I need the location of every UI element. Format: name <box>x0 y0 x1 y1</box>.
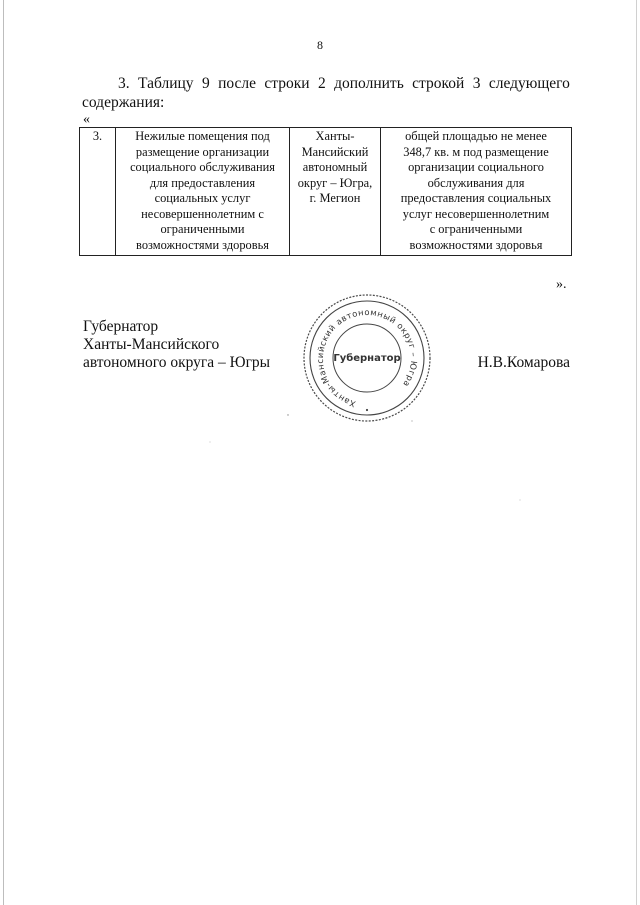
paragraph-word: строки <box>264 75 310 92</box>
amendment-table <box>79 127 572 256</box>
paragraph-word: 3 <box>472 75 481 92</box>
paragraph-word: 3. <box>118 75 130 92</box>
paragraph-word: 2 <box>317 75 326 92</box>
paragraph-word: следующего <box>488 75 570 92</box>
opening-quote: « <box>83 112 90 127</box>
paragraph-word: после <box>218 75 257 92</box>
cell-line: с ограниченными <box>429 222 523 236</box>
cell-line: Нежилые помещения под <box>135 129 270 143</box>
cell-line: г. Мегион <box>309 191 361 205</box>
cell-line: социального обслуживания <box>130 160 275 174</box>
paragraph-word: дополнить <box>334 75 404 92</box>
cell-line: для предоставления <box>149 175 256 190</box>
cell-line: возможностями здоровья <box>409 237 543 252</box>
paragraph-line-2: содержания: <box>82 94 165 111</box>
paragraph-word: строкой <box>412 75 465 92</box>
cell-line: 348,7 кв. м под размещение <box>403 144 549 159</box>
cell-line: Ханты- <box>315 129 355 143</box>
requirements-cell <box>381 128 572 256</box>
signatory-name: Н.В.Комарова <box>477 354 570 371</box>
cell-line: округ – Югра, <box>297 175 373 190</box>
paragraph-word: Таблицу <box>138 75 194 92</box>
amendment-paragraph <box>82 74 570 112</box>
signatory-title-line: Ханты-Мансийского <box>83 336 220 353</box>
cell-line: общей площадью не менее <box>405 129 547 143</box>
scan-edge-right <box>636 0 637 905</box>
paragraph-word: 9 <box>201 75 210 92</box>
table-row <box>80 128 572 256</box>
svg-text:Губернатор: Губернатор <box>333 353 401 364</box>
description-cell <box>116 128 290 256</box>
cell-line: размещение организации <box>135 144 270 159</box>
signatory-title-line: Губернатор <box>83 318 159 335</box>
signatory-title <box>83 318 270 372</box>
cell-line: Мансийский <box>301 144 369 159</box>
paragraph-line-1 <box>82 74 570 93</box>
cell-line: ограниченными <box>160 222 245 236</box>
cell-line: автономный <box>302 160 368 174</box>
row-number-cell: 3. <box>80 128 116 256</box>
cell-line: несовершеннолетним с <box>141 206 264 221</box>
svg-text:Ханты-Мансийский автономный ок: Ханты-Мансийский автономный округ – Югра <box>314 306 420 410</box>
closing-quote: ». <box>556 277 567 292</box>
location-cell <box>290 128 381 256</box>
cell-line: обслуживания для <box>427 175 525 190</box>
cell-line: предоставления социальных <box>400 191 552 205</box>
scan-edge-left <box>3 0 4 905</box>
official-seal-stamp <box>300 292 434 424</box>
cell-line: социальных услуг <box>154 191 251 205</box>
page-number: 8 <box>317 38 323 52</box>
cell-line: услуг несовершеннолетним <box>402 206 550 221</box>
cell-line: организации социального <box>408 160 544 174</box>
signatory-title-line: автономного округа – Югры <box>83 354 271 371</box>
cell-line: возможностями здоровья <box>136 237 269 252</box>
